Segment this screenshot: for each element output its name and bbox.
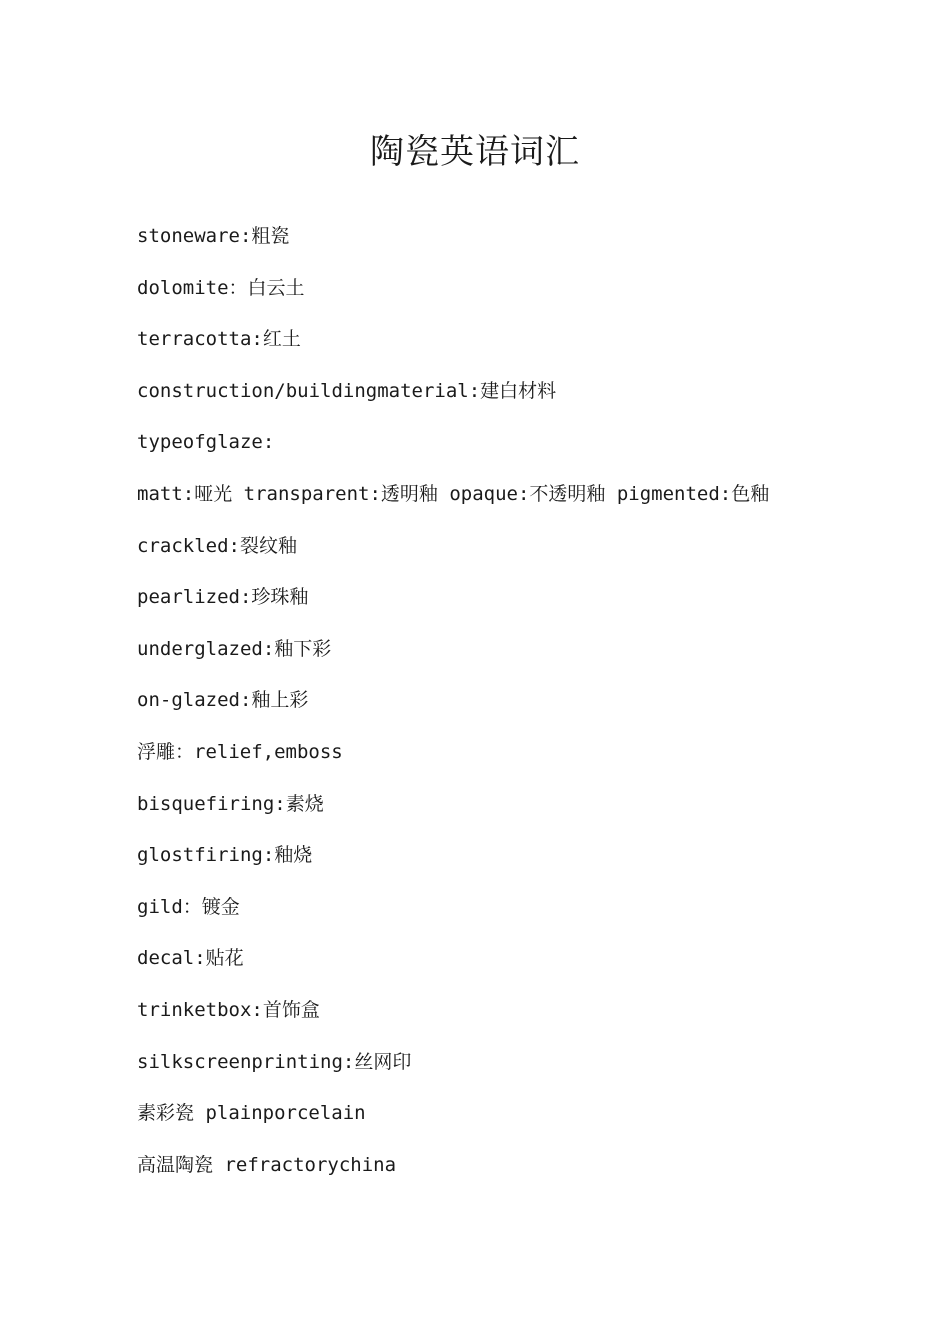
vocabulary-entry: on-glazed:釉上彩: [137, 689, 309, 712]
vocabulary-entry: glostfiring:釉烧: [137, 844, 313, 867]
vocabulary-entry: pearlized:珍珠釉: [137, 586, 309, 609]
vocabulary-entry: construction/buildingmaterial:建白材料: [137, 379, 557, 402]
vocabulary-entry: stoneware:粗瓷: [137, 225, 290, 247]
vocabulary-entry: typeofglaze:: [137, 431, 275, 454]
vocabulary-entry: bisquefiring:素烧: [137, 792, 324, 815]
vocabulary-entry: matt:哑光 transparent:透明釉 opaque:不透明釉 pigmented:色釉: [137, 482, 770, 505]
vocabulary-entry: silkscreenprinting:丝网印: [137, 1050, 412, 1073]
vocabulary-entry: trinketbox:首饰盒: [137, 998, 320, 1021]
vocabulary-entry: decal:贴花: [137, 947, 244, 970]
vocabulary-entry: 素彩瓷 plainporcelain: [137, 1102, 366, 1125]
vocabulary-entry: dolomite：白云土: [137, 276, 305, 299]
vocabulary-entry: crackled:裂纹釉: [137, 534, 297, 557]
vocabulary-entry: 浮雕：relief,emboss: [137, 740, 343, 763]
document-title: 陶瓷英语词汇: [370, 132, 580, 172]
vocabulary-entry: terracotta:红土: [137, 328, 301, 351]
vocabulary-entry: 高温陶瓷 refractorychina: [137, 1153, 397, 1176]
vocabulary-list: [137, 219, 927, 1199]
vocabulary-entry: gild：镀金: [137, 895, 240, 918]
vocabulary-entry: underglazed:釉下彩: [137, 637, 332, 660]
